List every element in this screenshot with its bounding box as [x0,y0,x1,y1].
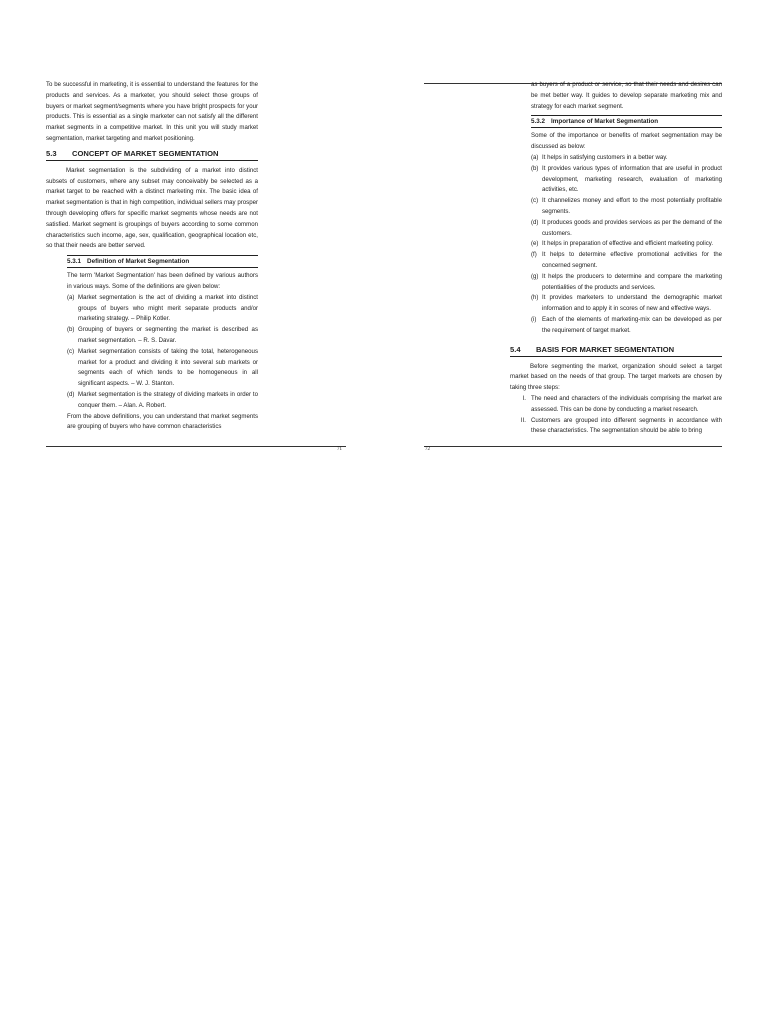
list-text: Each of the elements of marketing-mix can be developed as per the requirement of target market. [542,315,722,334]
subsection-title: Definition of Market Segmentation [87,258,190,266]
list-text: It provides various types of information that are useful in product development, marketing research, evaluation of marketing activities, etc. [542,164,722,194]
list-marker: (b) [67,326,75,334]
closing-paragraph: From the above definitions, you can understand that market segments are grouping of buyers who have common characteristics [67,412,258,431]
list-text: It channelizes money and effort to the most potentially profitable segments. [542,197,722,215]
list-marker: (d) [67,390,75,398]
list-text: It helps in preparation of effective and efficient marketing policy. [542,240,714,248]
section-paragraph: Before segmenting the market, organization should select a target market based on the needs of that group. The target markets are chosen by taking three steps: [510,362,722,392]
list-item [531,293,722,315]
section-title: CONCEPT OF MARKET SEGMENTATION [72,148,219,158]
list-text: It produces goods and provides services as per the demand of the customers. [542,218,722,237]
subsection-number: 5.3.2 [531,118,546,126]
list-marker: (f) [531,251,537,259]
list-text: It provides marketers to understand the demographic market information and to apply it in scores of new and effective ways. [542,294,722,313]
subsection-intro: The term 'Market Segmentation' has been defined by various authors in various ways. Some of the definitions are given below: [67,272,258,290]
subsection-number: 5.3.1 [67,258,82,266]
continuation-block [531,80,722,337]
list-item [67,390,258,412]
section-title: BASIS FOR MARKET SEGMENTATION [536,344,675,354]
list-text: It helps to determine effective promotional activities for the concerned segment. [542,251,722,269]
list-text: It helps in satisfying customers in a better way. [542,153,668,161]
section-number: 5.4 [510,344,521,354]
section-paragraph: Market segmentation is the subdividing of a market into distinct subsets of customers, where any subset may conceivably be selected as a market target to be reached with a distinct marketing mix. The basic idea of market segmentation is that in high competition, individual sellers may prosper through developing offers for specific market segments whose needs are not satisfied. Market segment is groupings of buyers according to some common characteristics such income, age, sex, qualification, geographical location etc, so that their needs are better served. [46,166,258,250]
list-item [531,196,722,218]
section-heading-5-3 [46,149,258,161]
list-text: Market segmentation consists of taking the total, heterogeneous market for a product and dividing it into several sub markets or segments each of which tends to be homogeneous in all significant aspects. – W. J. Stanton. [78,347,258,388]
list-marker: (b) [531,164,539,172]
subsection-heading [67,255,258,268]
list-text: Customers are grouped into different segments in accordance with these characteristics. The segmentation should be able to bring [531,416,722,435]
list-marker: (c) [67,347,75,355]
list-marker: II. [520,416,526,424]
subsection-heading-5-3-2 [531,115,722,128]
list-marker: (e) [531,240,539,248]
list-text: Market segmentation is the strategy of dividing markets in order to conquer them. – Alan. A. Robert. [78,390,258,409]
list-text: Market segmentation is the act of dividing a market into distinct groups of buyers who might merit separate products and/or marketing strategy. – Philip Kotler. [78,293,258,323]
list-marker: (i) [531,315,537,323]
page-number-left: 71 [337,447,342,452]
subsection-intro: Some of the importance or benefits of market segmentation may be discussed as below: [531,132,722,151]
left-page [46,80,258,433]
footer-rule-right [424,446,722,447]
list-item [531,239,722,250]
definitions-list [67,293,258,412]
list-marker: (a) [531,153,539,161]
section-number: 5.3 [46,148,57,158]
list-text: The need and characters of the individuals comprising the market are assessed. This can be done by conducting a market research. [531,394,722,413]
list-item [531,272,722,294]
list-marker: (a) [67,293,75,301]
list-marker: (c) [531,197,539,205]
list-item [531,164,722,196]
subsection-title: Importance of Market Segmentation [551,118,659,126]
list-item [67,325,258,347]
list-item [531,250,722,272]
list-item [531,218,722,240]
list-marker: I. [522,394,526,402]
intro-paragraph: To be successful in marketing, it is essential to understand the features for the products and services. As a marketer, you should select those groups of buyers or market segment/segments where you have bright prospects for your products. This is essential as a single marketer can not satisfy all the different market segments in a competitive market. In this unit you will study market segmentation, market targeting and market positioning. [46,81,258,142]
right-page [510,80,722,437]
steps-list [510,394,722,437]
page-number-right: 72 [425,447,430,452]
list-item [510,416,722,438]
list-item [67,347,258,390]
subsection-5-3-1 [67,255,258,433]
continuation-paragraph: as buyers of a product or service, so that their needs and desires can be met better way. It guides to develop separate marketing mix and strategy for each market segment. [531,81,722,110]
list-item [531,153,722,164]
list-item [67,293,258,325]
section-heading-5-4 [510,345,722,357]
list-marker: (d) [531,218,539,226]
list-item [531,315,722,337]
list-item [510,394,722,416]
list-marker: (g) [531,272,539,280]
footer-rule-left [46,446,346,447]
benefits-list [531,153,722,337]
list-text: It helps the producers to determine and compare the marketing potentialities of the products and services. [542,272,722,291]
list-marker: (h) [531,294,539,302]
list-text: Grouping of buyers or segmenting the market is described as market segmentation. – R. S. Davar. [78,326,258,344]
